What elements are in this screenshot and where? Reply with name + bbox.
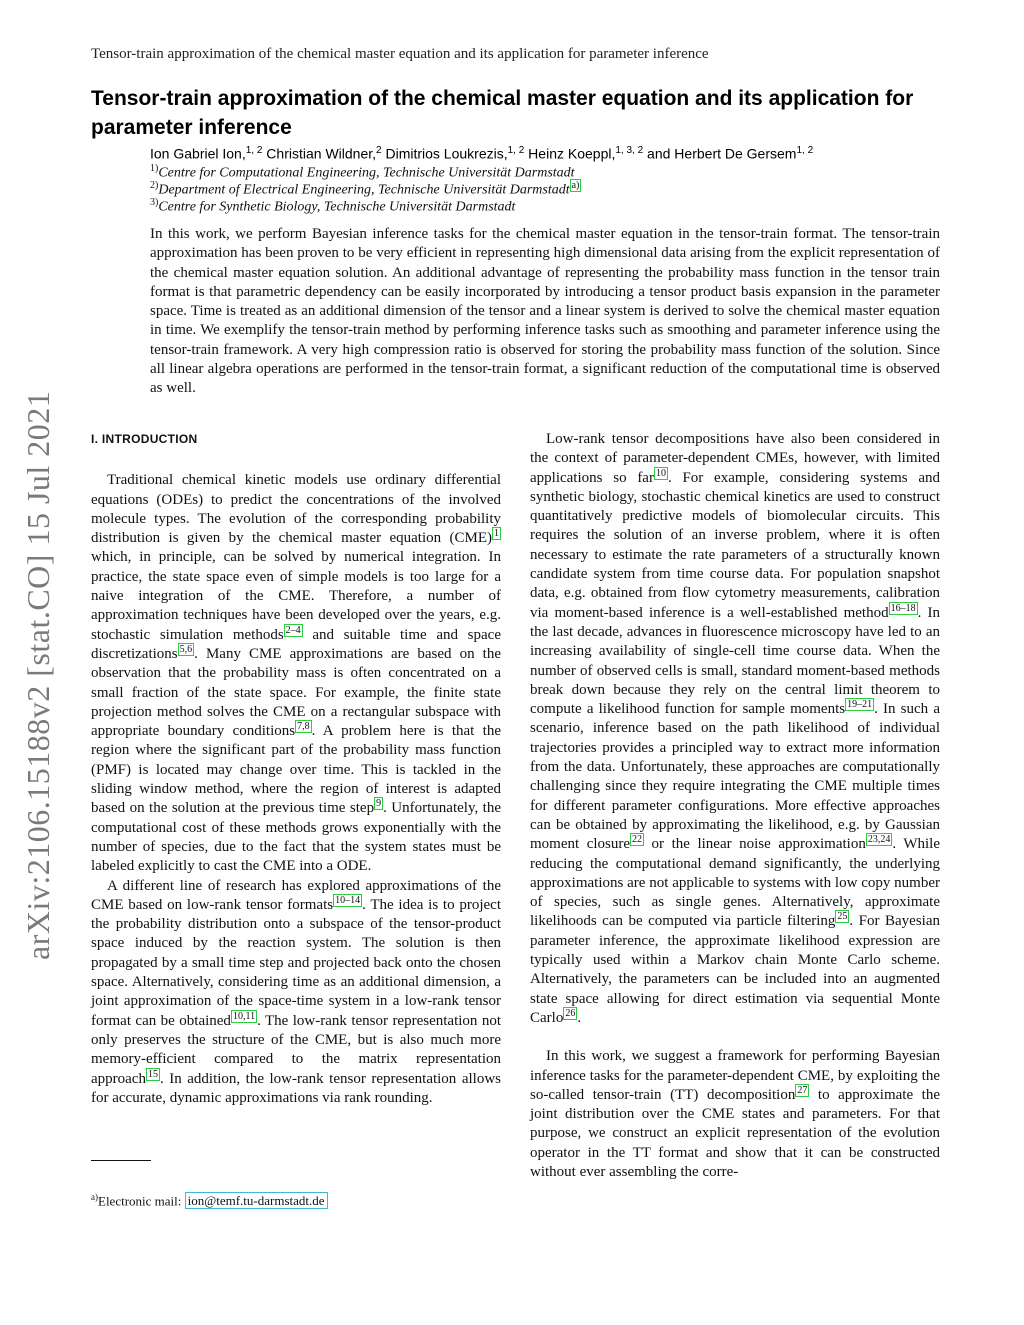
text-run: which, in principle, can be solved by numerical integration. In practice, the state space even of simple models is too large for a naive integration of the CME. Therefore, a number of approximation techniques have been developed over the years, e.g. stochastic simulation methods <box>91 549 501 643</box>
citation-link[interactable]: 23,24 <box>867 834 891 846</box>
text-run: . The idea is to project the probability distribution onto a subspace of the tensor-product space induced by the reaction system. The solution is then propagated by a small time step and projected back onto the chosen space. Alternatively, considering time as an additional dimension, a joint approximation of the space-time system in a low-rank tensor format can be obtained <box>91 896 501 1029</box>
affiliation-text: Department of Electrical Engineering, Technische Universität Darmstadt <box>158 182 570 198</box>
citation-link[interactable]: 27 <box>797 1084 808 1096</box>
text-run: Traditional chemical kinetic models use ordinary differential equations (ODEs) to predict the concentrations of the involved molecule types. The evolution of the corresponding probability distribution is given by the chemical master equation (CME) <box>91 472 501 547</box>
citation-link[interactable]: 19–21 <box>847 699 873 711</box>
text-run: or the linear noise approximation <box>644 836 866 853</box>
affiliation-text: Centre for Computational Engineering, Technische Universität Darmstadt <box>158 165 575 181</box>
text-run: . Unfortunately, the computational cost of these methods grows exponentially with the number of species, due to the fact that the system states must be labeled explicitly to cast the CME into a ODE. <box>91 800 501 875</box>
author-name: and Herbert De Gersem <box>643 145 797 162</box>
affiliation-2 <box>150 180 581 199</box>
footnote-link[interactable]: a) <box>571 180 580 191</box>
paragraph <box>530 430 940 1028</box>
text-run: Low-rank tensor decompositions have also been considered in the context of parameter-dependent CMEs, however, with limited applications so far <box>530 431 940 486</box>
arxiv-identifier-stamp: arXiv:2106.15188v2 [stat.CO] 15 Jul 2021 <box>20 390 56 960</box>
text-run: . In such a scenario, inference based on the path likelihood of individual trajectories provides a principled way to extract more information from the data. Unfortunately, these approaches are computationally challenging since they require integrating the CME multiple times for different parameter configurations. More effective approaches can be obtained by approximating the likelihood, e.g. by Gaussian moment closure <box>530 701 940 853</box>
author-name: Christian Wildner, <box>262 145 377 162</box>
author-affiliation-mark: 1, 3, 2 <box>615 145 644 156</box>
paper-title: Tensor-train approximation of the chemical master equation and its application for parameter inference <box>91 87 914 139</box>
footnote <box>91 1192 328 1209</box>
citation-link[interactable]: 15 <box>147 1068 158 1080</box>
text-run: . In the last decade, advances in fluorescence microscopy have led to an increasing availability of single-cell time course data. When the number of observed cells is small, standard moment-based methods break down because they rely on the central limit theorem to compute a likelihood function for sample moments <box>530 604 940 718</box>
text-run: In this work, we suggest a framework for performing Bayesian inference tasks for the parameter-dependent CME, by exploiting the so-called tensor-train (TT) decomposition <box>530 1048 940 1103</box>
text-run: . <box>577 1009 582 1026</box>
author-affiliation-mark: 1, 2 <box>245 145 263 156</box>
paragraph <box>91 471 501 876</box>
text-run: . A problem here is that the region where the significant part of the probability mass function (PMF) is located may change over time. This is tackled in the sliding window method, where the region of interest is adapted based on the solution at the previous time step <box>91 723 501 817</box>
citation-link[interactable]: 25 <box>837 911 848 923</box>
author-name: Heinz Koeppl, <box>524 145 616 162</box>
affiliation-number: 3) <box>150 197 159 208</box>
text-run: . Many CME approximations are based on the observation that the probability mass is often concentrated on a small fraction of the state space. For example, the finite state projection method solves the CME on a rectangular subspace with appropriate boundary conditions <box>91 645 501 740</box>
running-head: Tensor-train approximation of the chemical master equation and its application for parameter inference <box>91 46 709 62</box>
author-name: Dimitrios Loukrezis, <box>381 145 508 162</box>
text-run: . In addition, the low-rank tensor representation allows for accurate, dynamic approximations via rank rounding. <box>91 1070 501 1106</box>
text-run: . The low-rank tensor representation not only preserves the structure of the CME, but is also much more memory-efficient compared to the matrix representation approach <box>91 1012 502 1087</box>
footnote-label: Electronic mail: <box>98 1193 185 1209</box>
affiliation-number: 1) <box>150 163 159 174</box>
citation-link[interactable]: 10,11 <box>232 1010 256 1022</box>
author-list <box>150 145 813 162</box>
text-run: . For example, considering systems and synthetic biology, stochastic chemical kinetics are used to construct quantitatively predictive models of biomolecular circuits. This requires the solution of an inverse problem, where it is often necessary to estimate the rate parameters of a structurally known candidate system from time course data. For population snapshot data, e.g. obtained from flow cytometry measurements, calibration via moment-based inference is a well-established method <box>530 469 940 621</box>
text-run: . While reducing the computational demand significantly, the underlying approximations are not applicable to systems with low copy number of species, such as single genes. Alternatively, approximate likelihoods can be computed via particle filtering <box>530 836 940 930</box>
affiliation-text: Centre for Synthetic Biology, Technische Universität Darmstadt <box>158 199 516 215</box>
paragraph <box>91 877 501 1109</box>
paragraph <box>530 1047 940 1182</box>
author-affiliation-mark: 1, 2 <box>507 145 525 156</box>
text-run: and suitable time and space discretizations <box>91 626 501 662</box>
text-run: . For Bayesian parameter inference, the approximate likelihood expression are typically used within a Markov chain Monte Carlo scheme. Alternatively, the parameters can be included into an augmented state space allowing for direct estimation via sequential Monte Carlo <box>530 913 940 1026</box>
author-name: Ion Gabriel Ion, <box>150 145 246 162</box>
footnote-mark: a) <box>91 1192 98 1202</box>
left-column <box>91 430 501 1108</box>
text-run: to approximate the joint distribution over the CME states and parameters. For that purpose, we construct an explicit representation of the evolution operator in the TT format and show that it can be constructed without ever assembling the corre- <box>530 1086 940 1180</box>
affiliation-number: 2) <box>150 180 159 191</box>
footnote-divider <box>91 1160 151 1161</box>
citation-link[interactable]: 10–14 <box>335 894 361 906</box>
abstract: In this work, we perform Bayesian inference tasks for the chemical master equation in the tensor-train format. The tensor-train approximation has been proven to be very efficient in representing high dimensional data arising from the explicit representation of the chemical master equation solution. An additional advantage of representing the probability mass function in the tensor train format is that parametric dependency can be easily incorporated by introducing a tensor product basis expansion in the parameter space. Time is treated as an additional dimension of the tensor and a linear system is derived to solve the chemical master equation in time. We exemplify the tensor-train method by performing inference tasks such as smoothing and parameter inference using the tensor-train framework. A very high compression ratio is observed for storing the probability mass function of the solution. Since all linear algebra operations are performed in the tensor-train format, a significant reduction of the computational time is observed as well. <box>150 226 940 397</box>
citation-link[interactable]: 26 <box>565 1007 576 1019</box>
citation-link[interactable]: 9 <box>376 798 382 810</box>
citation-link[interactable]: 2–4 <box>285 624 301 636</box>
citation-link[interactable]: 5,6 <box>179 643 193 655</box>
affiliation-3 <box>150 197 515 216</box>
citation-link[interactable]: 16–18 <box>890 602 916 614</box>
affiliation-1 <box>150 163 575 182</box>
citation-link[interactable]: 10 <box>655 467 666 479</box>
citation-link[interactable]: 7,8 <box>297 721 310 733</box>
citation-link[interactable]: 22 <box>632 834 643 846</box>
citation-link[interactable]: 1 <box>494 528 499 540</box>
text-run: A different line of research has explored approximations of the CME based on low-rank tensor formats <box>91 877 501 913</box>
email-link[interactable]: ion@temf.tu-darmstadt.de <box>185 1192 328 1209</box>
author-affiliation-mark: 1, 2 <box>796 145 814 156</box>
right-column <box>530 430 940 1182</box>
section-heading: I. INTRODUCTION <box>91 432 198 446</box>
author-affiliation-mark: 2 <box>376 145 382 156</box>
